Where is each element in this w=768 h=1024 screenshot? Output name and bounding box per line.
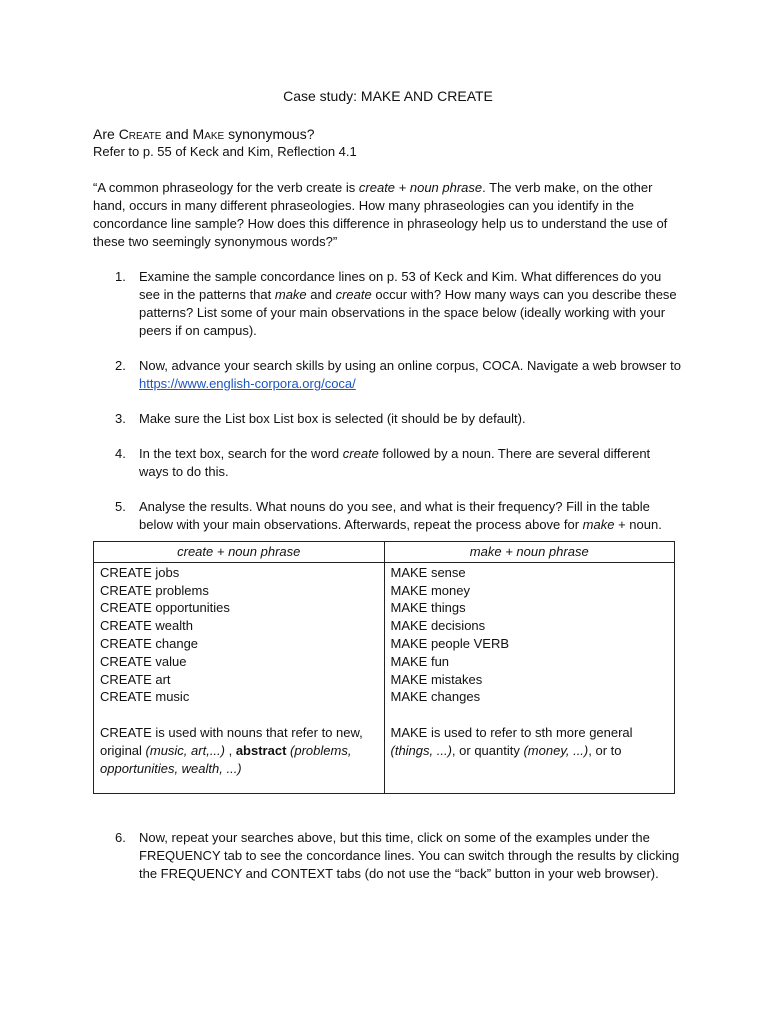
list-item-5: 5. Analyse the results. What nouns do you see, and what is their frequency? Fill in the table below with your main observations. Afterwards, repeat the process above for make + noun. [115, 499, 662, 532]
table-cell-item: CREATE music [100, 689, 190, 705]
table-cell-item: MAKE things [390, 600, 466, 616]
table-cell-item: CREATE wealth [100, 618, 193, 634]
document-page [93, 86, 683, 900]
make-cell[interactable] [384, 562, 675, 793]
instruction-list-continued [93, 829, 683, 883]
table-cell-item: CREATE change [100, 635, 199, 651]
table-cell-item: MAKE mistakes [390, 671, 483, 687]
observation-table [93, 541, 675, 794]
table-cell-item: CREATE problems [100, 582, 209, 598]
instruction-list [93, 268, 683, 534]
page-title: Case study: MAKE AND CREATE [283, 88, 493, 104]
section-heading: Are Create and Make synonymous? [93, 126, 315, 142]
table-cell-item: MAKE money [390, 582, 470, 598]
table-cell-item: CREATE value [100, 653, 187, 669]
list-item-2: 2. Now, advance your search skills by using an online corpus, COCA. Navigate a web browser to https://www.english-corpora.org/coca/ [115, 358, 681, 391]
table-cell-item: CREATE jobs [100, 564, 180, 580]
make-note: MAKE is used to refer to sth more general (things, ...), or quantity (money, ...), or to [390, 724, 633, 758]
table-cell-item: MAKE sense [390, 564, 466, 580]
table-cell-item: CREATE opportunities [100, 600, 230, 616]
table-cell-item: MAKE people VERB [390, 635, 510, 651]
quote-paragraph: “A common phraseology for the verb create is create + noun phrase. The verb make, on the other hand, occurs in many different phraseologies. How many phraseologies can you identify in the concordance line sample? How does this difference in phraseology help us to understand the use of these two seemingly synonymous words?” [93, 180, 668, 249]
list-item-3: 3. Make sure the List box List box is selected (it should be by default). [115, 411, 526, 426]
table-header-create: create + noun phrase [94, 542, 385, 563]
coca-link[interactable]: https://www.english-corpora.org/coca/ [139, 376, 356, 391]
list-item-6: 6. Now, repeat your searches above, but this time, click on some of the examples under the FREQUENCY tab to see the concordance lines. You can switch through the results by clicking the FREQUENCY and CONTEXT tabs (do not use the “back” button in your web browser). [115, 829, 680, 881]
table-cell-item: MAKE decisions [390, 618, 486, 634]
reference-line: Refer to p. 55 of Keck and Kim, Reflection 4.1 [93, 144, 357, 159]
table-cell-item: CREATE art [100, 671, 171, 687]
create-note: CREATE is used with nouns that refer to new, original (music, art,...) , abstract (problems, opportunities, wealth, ...) [100, 724, 363, 776]
table-cell-item: MAKE changes [390, 689, 481, 705]
list-item-4: 4. In the text box, search for the word create followed by a noun. There are several different ways to do this. [115, 446, 651, 479]
table-cell-item: MAKE fun [390, 653, 450, 669]
create-cell[interactable] [94, 562, 385, 793]
table-header-make: make + noun phrase [384, 542, 675, 563]
list-item-1: 1. Examine the sample concordance lines on p. 53 of Keck and Kim. What differences do you see in the patterns that make and create occur with? How many ways can you describe these patterns? List some of your main observations in the space below (ideally working with your peers if on campus). [115, 269, 677, 338]
